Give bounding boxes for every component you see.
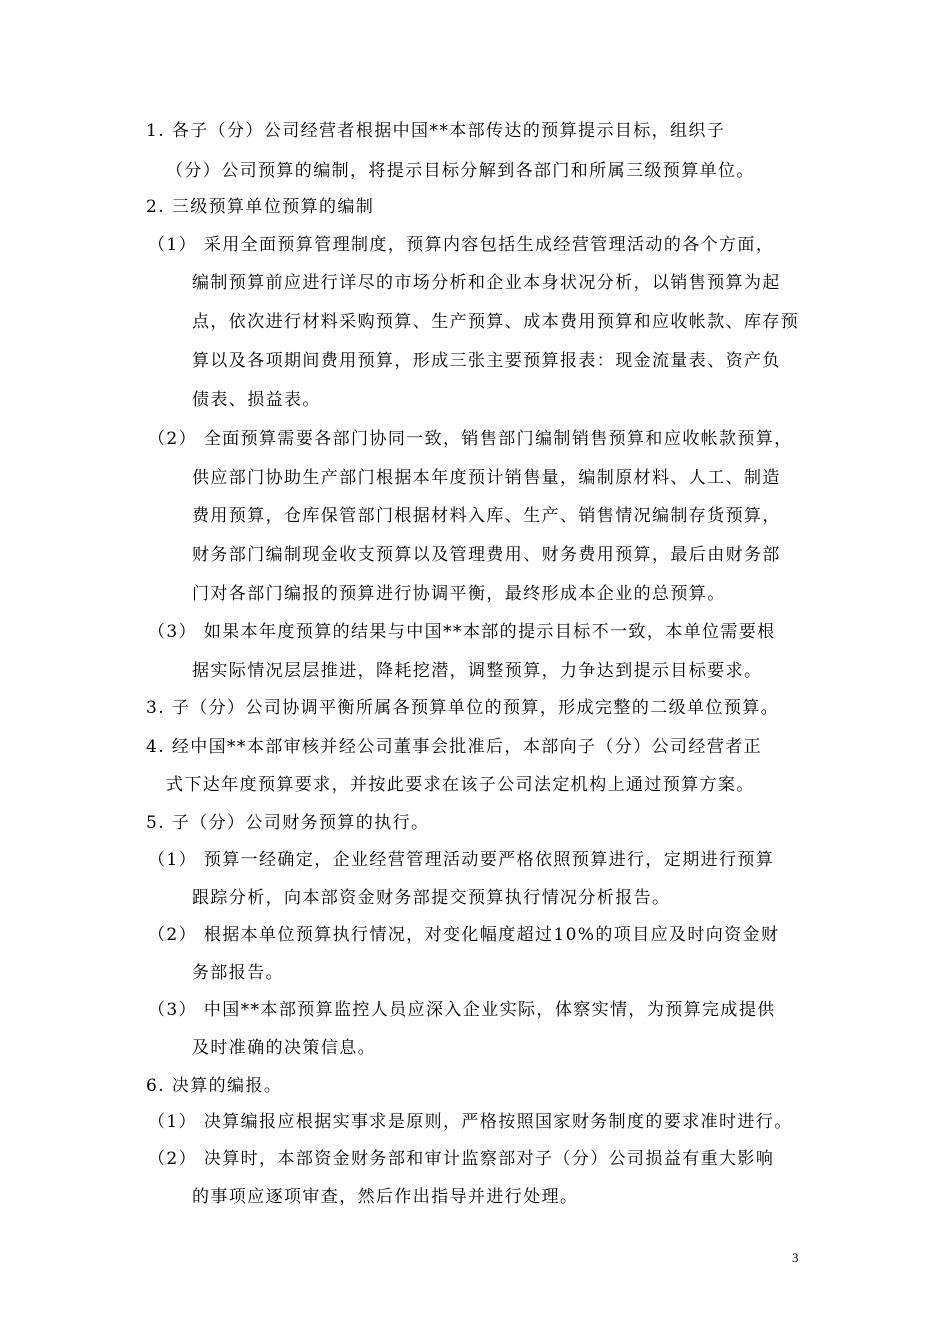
item-2-1-line-3: 点，依次进行材料采购预算、生产预算、成本费用预算和应收帐款、库存预 (192, 312, 800, 332)
item-1-line-2: （分）公司预算的编制，将提示目标分解到各部门和所属三级预算单位。 (166, 161, 755, 181)
item-2-3-line-2: 据实际情况层层推进，降耗挖潜，调整预算，力争达到提示目标要求。 (192, 661, 763, 681)
item-2-2-line-1: （2） 全面预算需要各部门协同一致，销售部门编制销售预算和应收帐款预算， (148, 429, 793, 449)
item-6-1-line-1: （1） 决算编报应根据实事求是原则，严格按照国家财务制度的要求准时进行。 (148, 1112, 793, 1132)
item-2-3-line-1: （3） 如果本年度预算的结果与中国**本部的提示目标不一致，本单位需要根 (148, 622, 776, 642)
page-number: 3 (792, 1250, 799, 1265)
item-5-2-line-1: （2） 根据本单位预算执行情况，对变化幅度超过10%的项目应及时向资金财 (148, 925, 780, 945)
item-6-heading: 6. 决算的编报。 (146, 1076, 283, 1096)
item-6-2-line-1: （2） 决算时，本部资金财务部和审计监察部对子（分）公司损益有重大影响 (148, 1149, 775, 1169)
item-5-3-line-2: 及时准确的决策信息。 (192, 1038, 376, 1058)
item-2-1-line-4: 算以及各项期间费用预算，形成三张主要预算报表：现金流量表、资产负 (192, 351, 781, 371)
item-2-2-line-4: 财务部门编制现金收支预算以及管理费用、财务费用预算，最后由财务部 (192, 545, 781, 565)
item-5-heading: 5. 子（分）公司财务预算的执行。 (146, 813, 430, 833)
item-4-line-1: 4. 经中国**本部审核并经公司董事会批准后，本部向子（分）公司经营者正 (146, 737, 763, 757)
item-3-line-1: 3. 子（分）公司协调平衡所属各预算单位的预算，形成完整的二级单位预算。 (146, 698, 780, 718)
item-2-1-line-5: 债表、损益表。 (192, 390, 321, 410)
item-2-2-line-3: 费用预算，仓库保管部门根据材料入库、生产、销售情况编制存货预算， (192, 506, 781, 526)
item-2-2-line-2: 供应部门协助生产部门根据本年度预计销售量，编制原材料、人工、制造 (192, 468, 781, 488)
item-2-1-line-1: （1） 采用全面预算管理制度，预算内容包括生成经营管理活动的各个方面， (148, 235, 775, 255)
item-2-heading: 2. 三级预算单位预算的编制 (146, 197, 375, 217)
item-2-2-line-5: 门对各部门编报的预算进行协调平衡，最终形成本企业的总预算。 (192, 584, 726, 604)
item-6-2-line-2: 的事项应逐项审查，然后作出指导并进行处理。 (192, 1187, 579, 1207)
item-2-1-line-2: 编制预算前应进行详尽的市场分析和企业本身状况分析，以销售预算为起 (192, 273, 781, 293)
item-5-3-line-1: （3） 中国**本部预算监控人员应深入企业实际，体察实情，为预算完成提供 (148, 1000, 776, 1020)
item-5-1-line-2: 跟踪分析，向本部资金财务部提交预算执行情况分析报告。 (192, 888, 671, 908)
item-1-line-1: 1. 各子（分）公司经营者根据中国**本部传达的预算提示目标，组织子 (146, 121, 726, 141)
item-5-1-line-1: （1） 预算一经确定，企业经营管理活动要严格依照预算进行，定期进行预算 (148, 850, 775, 870)
item-4-line-2: 式下达年度预算要求，并按此要求在该子公司法定机构上通过预算方案。 (166, 775, 755, 795)
item-5-2-line-2: 务部报告。 (192, 963, 284, 983)
